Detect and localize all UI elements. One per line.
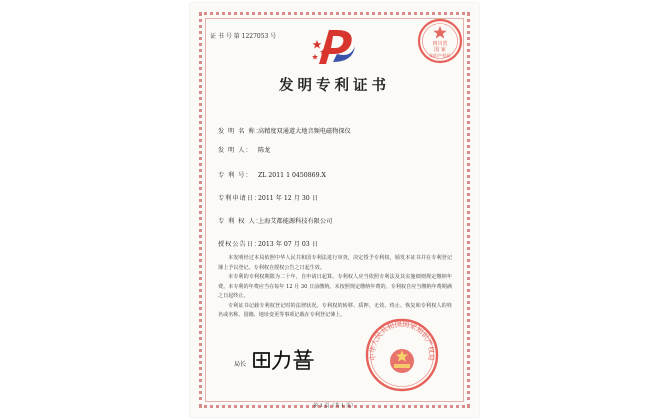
field-value: 高精度双通道大地音频电磁物探仪 <box>258 128 351 135</box>
field-value: ZL 2011 1 0450869.X <box>258 172 326 179</box>
field-value: 陈龙 <box>258 147 271 154</box>
field-label: 专 利 权 人： <box>218 218 263 225</box>
field-patentee <box>218 216 332 225</box>
seal-top-line-1: 四川省 <box>432 41 448 47</box>
field-label: 授权公告日： <box>218 241 262 248</box>
body-paragraph: 本发明经过本局依照中华人民共和国专利法进行审查，决定授予专利权，颁发本证书并在专利登记簿上予以登记。专利权自授权公告之日起生效。 <box>218 255 452 271</box>
field-invention-name <box>218 126 351 135</box>
official-seal-bottom-icon <box>364 317 440 393</box>
director-label: 局长 <box>234 361 247 368</box>
seal-top-line-3: 知识产权局 <box>429 53 451 58</box>
certificate-body <box>218 254 452 321</box>
field-value: 2013 年 07 月 03 日 <box>258 241 318 248</box>
field-patent-number <box>218 170 326 179</box>
field-label: 发 明 人： <box>218 147 253 154</box>
seal-top-line-2: 国 家 <box>434 47 446 53</box>
patent-certificate <box>190 3 479 417</box>
field-label: 专 利 号： <box>218 172 253 179</box>
director-signature-icon <box>251 347 317 371</box>
field-label: 专利申请日： <box>218 195 262 202</box>
field-filing-date <box>218 193 318 202</box>
certificate-title: 发明专利证书 <box>279 77 390 94</box>
body-paragraph: 专利证书记载专利权登记时的法律状况。专利权的转移、质押、无效、终止、恢复和专利权人的姓名或名称、国籍、地址变更等事项记载在专利登记簿上。 <box>218 302 452 318</box>
body-paragraph: 本专利的专利权期限为二十年，自申请日起算。专利权人应当依照专利法及其实施细则规定缴纳年费。本专利的年费应当在每年 12 月 30 日前缴纳。未按照规定缴纳年费的，专利权自应当缴纳年费期满之日起终止。 <box>218 274 452 299</box>
page-number: 第 1 页（共 1 页） <box>313 403 356 409</box>
field-value: 上海艾都能源科技有限公司 <box>258 218 333 225</box>
field-value: 2011 年 12 月 30 日 <box>258 195 318 202</box>
field-inventor <box>218 145 270 154</box>
certificate-number: 证 书 号 第 1227053 号 <box>210 33 277 40</box>
official-seal-top-icon <box>416 17 464 65</box>
field-grant-date <box>218 239 318 248</box>
cnipa-logo-icon <box>311 24 357 68</box>
seal-bottom-text: 中华人民共和国国家知识产权局 <box>368 320 436 362</box>
field-label: 发 明 名 称： <box>218 128 263 135</box>
